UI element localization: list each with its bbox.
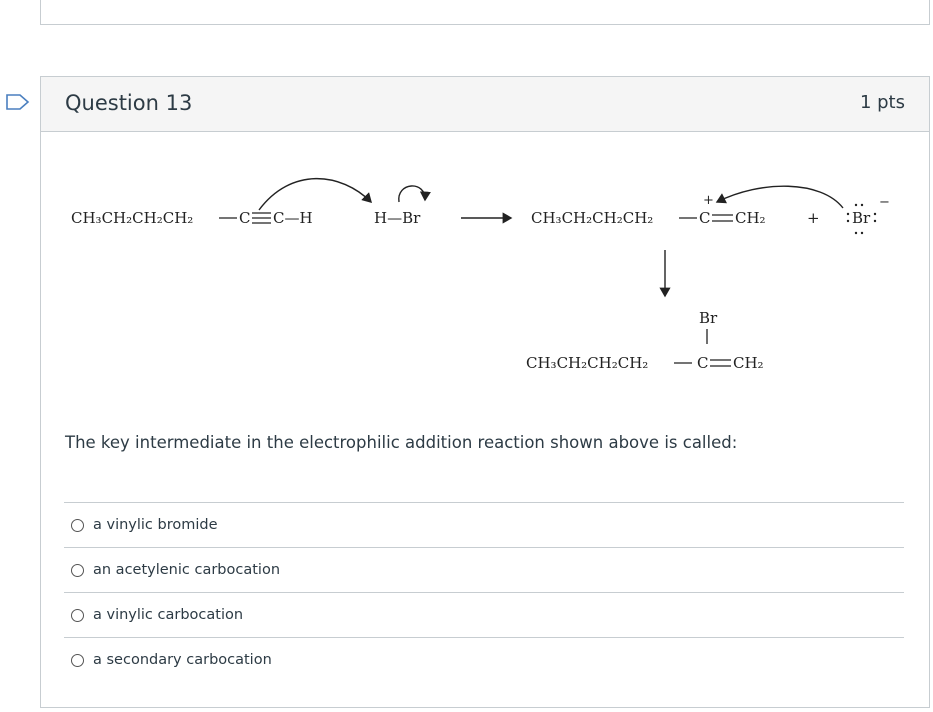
product-br: Br	[699, 309, 718, 327]
question-header	[41, 77, 929, 132]
plus-sign: +	[807, 209, 820, 227]
radio-button[interactable]	[71, 564, 84, 577]
curved-arrow-hbr	[399, 186, 425, 202]
question-title: Question 13	[65, 91, 193, 115]
product-end: CH₂	[733, 354, 764, 372]
cation-charge: +	[703, 193, 714, 208]
reactant-alkyne-end: C—H	[273, 209, 313, 227]
answer-list	[64, 502, 904, 682]
reactant-chain: CH₃CH₂CH₂CH₂	[71, 209, 194, 227]
cation-carbon: C	[699, 209, 711, 227]
cation-chain: CH₃CH₂CH₂CH₂	[531, 209, 654, 227]
product-carbon: C	[697, 354, 709, 372]
product-double-bond	[710, 360, 731, 366]
hbr-reagent: H—Br	[374, 209, 421, 227]
question-points: 1 pts	[859, 92, 905, 113]
answer-option-3[interactable]	[64, 592, 904, 637]
answer-option-2[interactable]	[64, 547, 904, 592]
answer-label: a secondary carbocation	[93, 652, 272, 668]
curved-arrow-pi-to-h	[259, 179, 371, 210]
curved-arrow-bromide	[717, 186, 843, 208]
previous-question-card	[40, 0, 930, 25]
radio-button[interactable]	[71, 654, 84, 667]
double-bond	[712, 215, 733, 221]
answer-label: a vinylic bromide	[93, 517, 218, 533]
question-card	[40, 76, 930, 708]
answer-option-1[interactable]	[64, 502, 904, 547]
product-chain: CH₃CH₂CH₂CH₂	[526, 354, 649, 372]
question-text: The key intermediate in the electrophilic addition reaction shown above is called:	[65, 433, 738, 452]
triple-bond	[252, 213, 271, 223]
answer-label: a vinylic carbocation	[93, 607, 244, 623]
radio-button[interactable]	[71, 519, 84, 532]
answer-label: an acetylenic carbocation	[93, 562, 281, 578]
bromide-ion: Br	[852, 209, 871, 227]
radio-button[interactable]	[71, 609, 84, 622]
bromide-charge: −	[879, 195, 890, 210]
reaction-diagram	[41, 132, 927, 392]
reactant-carbon: C	[239, 209, 251, 227]
flag-question-icon[interactable]	[5, 93, 31, 111]
cation-end: CH₂	[735, 209, 766, 227]
answer-option-4[interactable]	[64, 637, 904, 682]
